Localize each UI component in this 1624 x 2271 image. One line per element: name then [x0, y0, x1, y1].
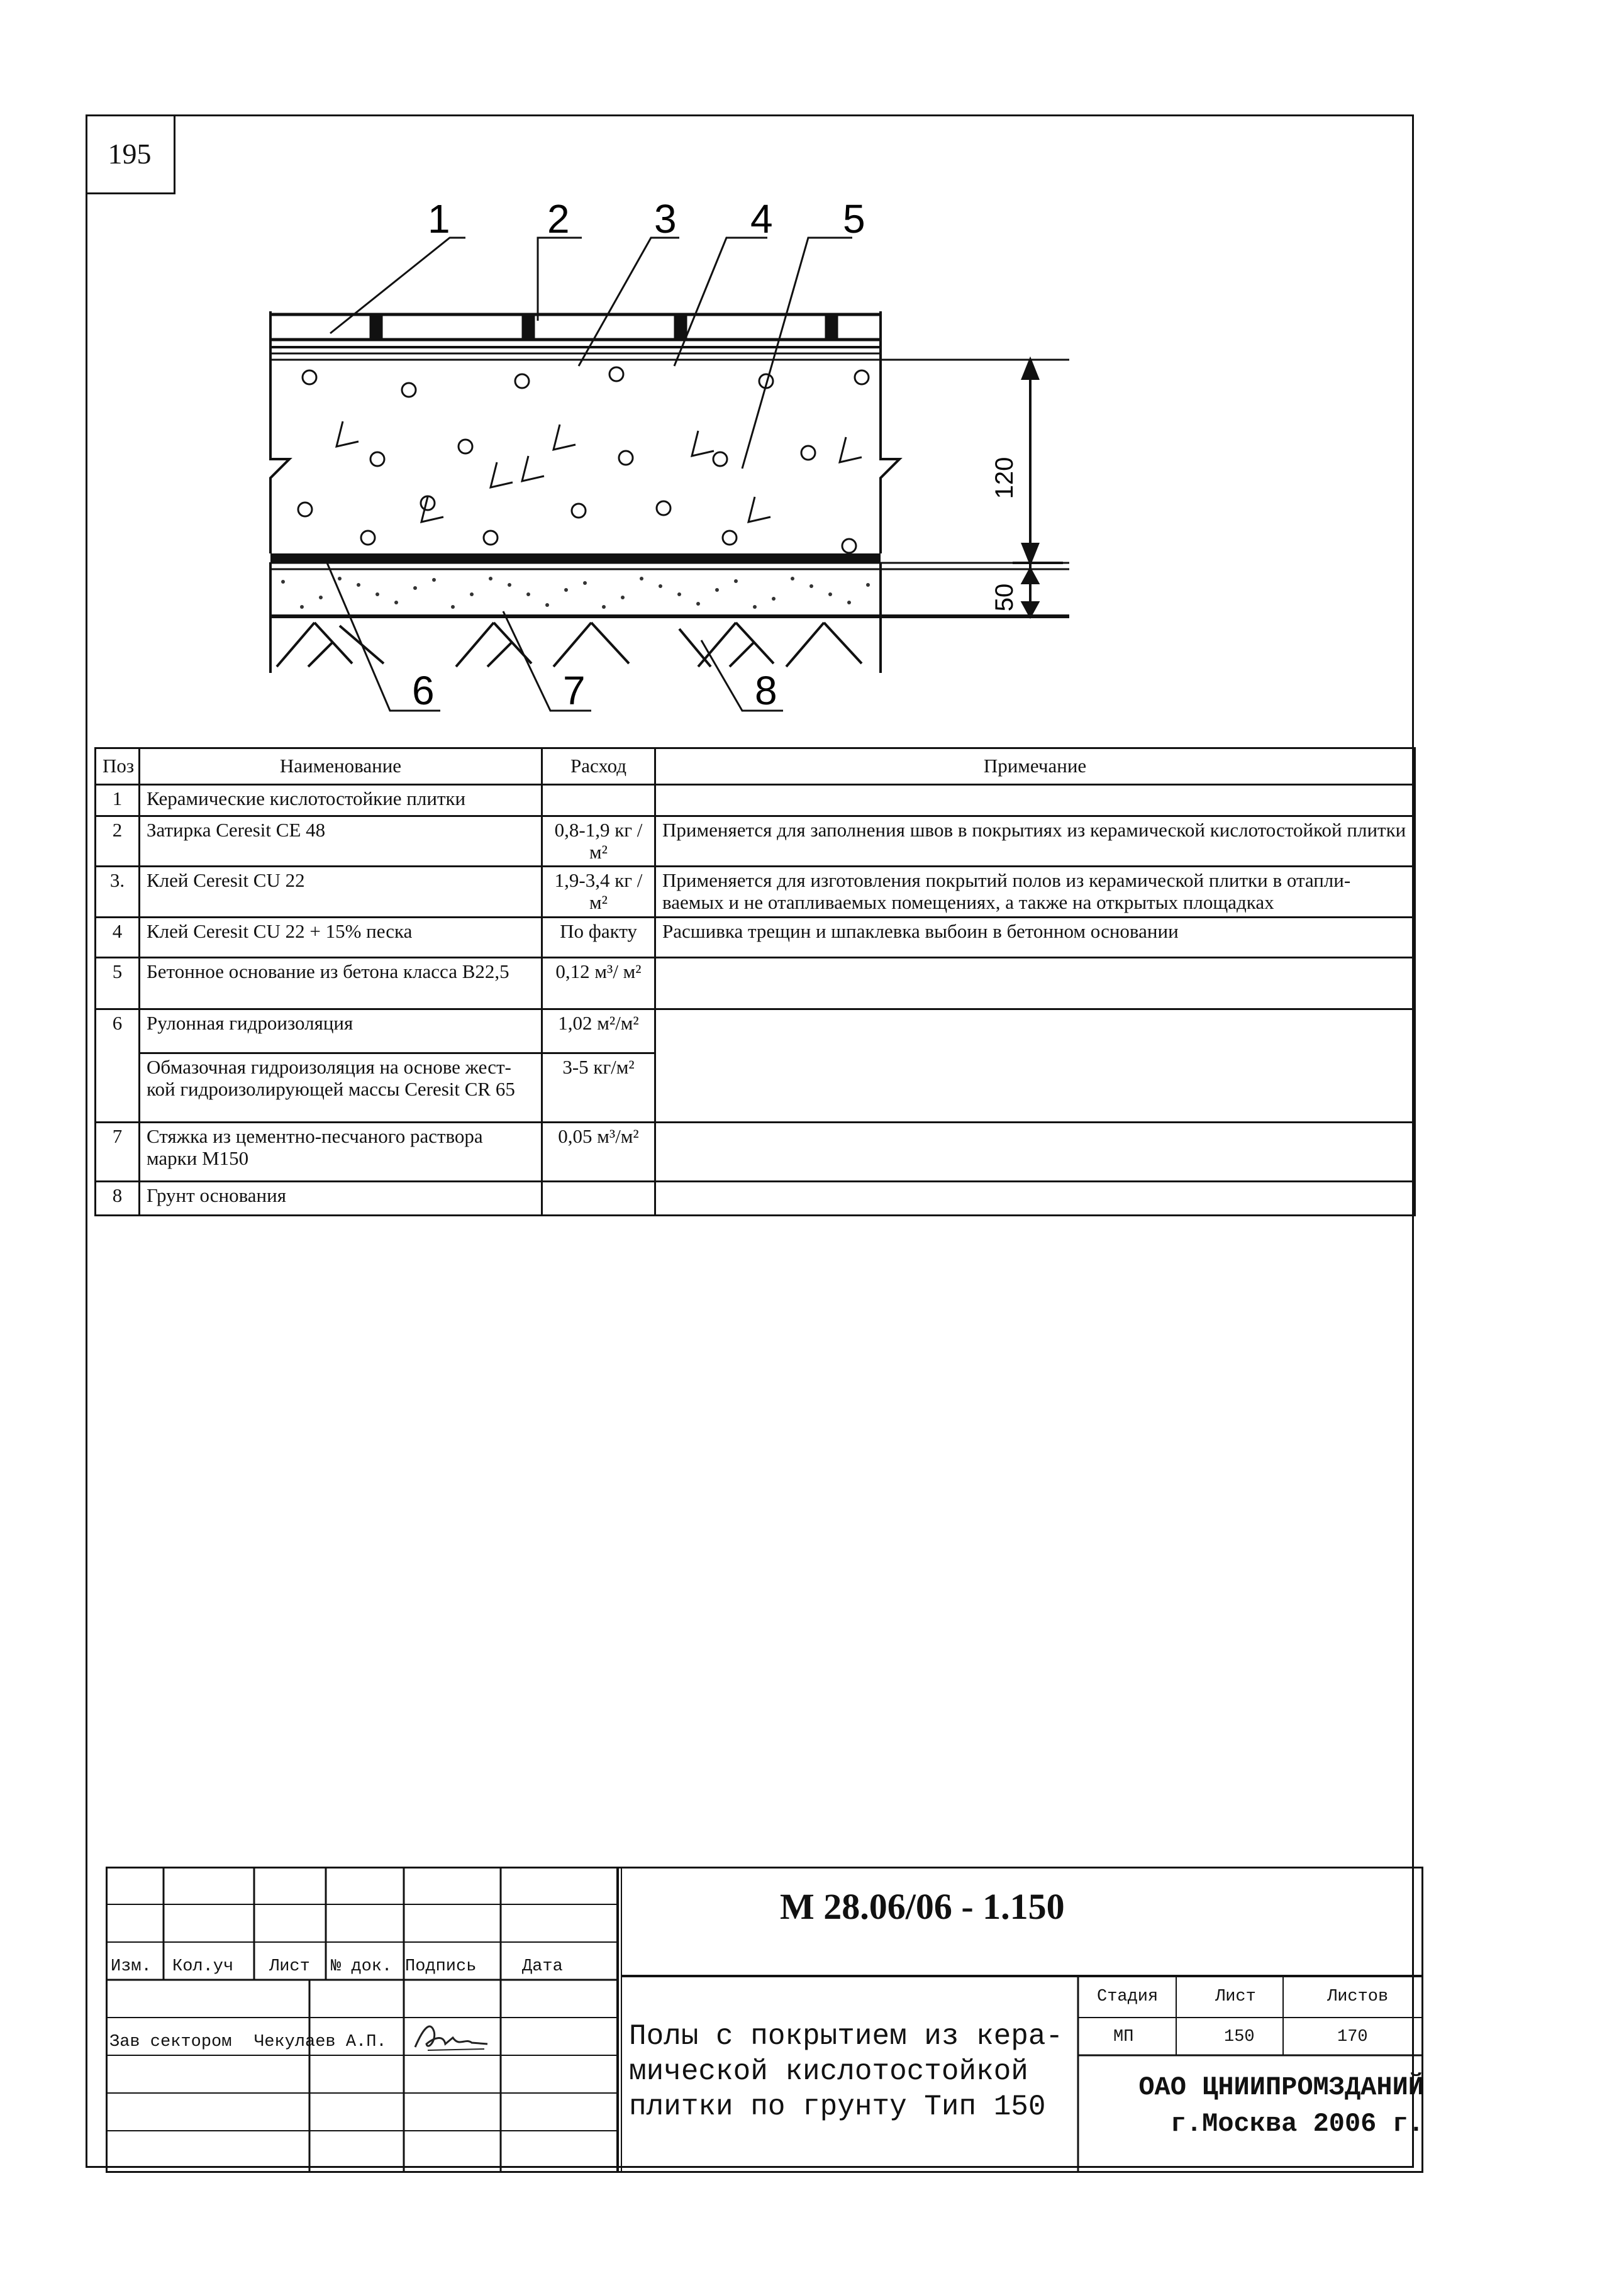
col-header-izm: Изм. — [111, 1957, 152, 1976]
row-consumption: 0,8-1,9 кг / м² — [542, 816, 655, 867]
row-pos: 6 — [96, 1009, 140, 1122]
row-name: Клей Ceresit CU 22 + 15% песка — [140, 917, 542, 957]
specification-table — [94, 747, 1416, 1216]
stage-value: МП — [1113, 2028, 1134, 2046]
dimension-50: 50 — [991, 583, 1018, 612]
row-consumption: 3-5 кг/м² — [542, 1053, 655, 1122]
document-code: М 28.06/06 - 1.150 — [780, 1886, 1065, 1927]
sheet-value: 150 — [1224, 2028, 1255, 2046]
row-note — [655, 785, 1415, 816]
table-row — [96, 785, 1415, 816]
header-note: Примечание — [655, 748, 1415, 785]
organization — [1079, 2069, 1424, 2142]
header-name: Наименование — [140, 748, 542, 785]
spec-header-row — [96, 748, 1415, 785]
callout-leaders — [327, 238, 852, 711]
row-consumption: 1,9-3,4 кг / м² — [542, 867, 655, 917]
row-consumption — [542, 785, 655, 816]
row-name: Бетонное основание из бетона класса В22,5 — [140, 957, 542, 1009]
row-note: Применяется для заполнения швов в покрытиях из керамической кислотостойкой плитки — [655, 816, 1415, 867]
row-pos: 5 — [96, 957, 140, 1009]
table-row — [96, 1181, 1415, 1215]
callout-6: 6 — [412, 668, 435, 713]
row-name: Грунт основания — [140, 1181, 542, 1215]
col-header-doc: № док. — [331, 1957, 392, 1976]
row-name: Обмазочная гидроизоляция на основе жест-кой гидроизолирующей массы Ceresit CR 65 — [140, 1053, 542, 1122]
row-note — [655, 957, 1415, 1009]
row-pos: 2 — [96, 816, 140, 867]
row-note — [655, 1122, 1415, 1181]
sheets-label: Листов — [1327, 1987, 1389, 2006]
callout-8: 8 — [755, 668, 777, 713]
callout-3: 3 — [654, 196, 677, 242]
row-consumption: 0,05 м³/м² — [542, 1122, 655, 1181]
callout-5: 5 — [843, 196, 865, 242]
row-name: Затирка Ceresit CE 48 — [140, 816, 542, 867]
row-name: Стяжка из цементно-песчаного раствора марки М150 — [140, 1122, 542, 1181]
col-header-list: Лист — [269, 1957, 310, 1976]
row-name: Рулонная гидроизоляция — [140, 1009, 542, 1053]
row-note — [655, 1181, 1415, 1215]
table-row — [96, 816, 1415, 867]
drawing-title — [629, 2019, 1063, 2124]
dimension-lines — [1013, 360, 1063, 616]
stage-label: Стадия — [1097, 1987, 1159, 2006]
col-header-sign: Подпись — [405, 1957, 477, 1976]
row-consumption: По факту — [542, 917, 655, 957]
row-pos: 8 — [96, 1181, 140, 1215]
callout-2: 2 — [547, 196, 570, 242]
role-label: Зав сектором — [109, 2033, 232, 2052]
signature — [409, 2019, 491, 2057]
callout-1: 1 — [428, 196, 450, 242]
sheet-label: Лист — [1215, 1987, 1256, 2006]
callout-4: 4 — [750, 196, 773, 242]
person-name: Чекулаев А.П. — [254, 2033, 387, 2052]
row-consumption: 0,12 м³/ м² — [542, 957, 655, 1009]
org-name: ОАО ЦНИИПРОМЗДАНИЙ — [1138, 2072, 1424, 2102]
row-consumption — [542, 1181, 655, 1215]
title-line-2: мической кислотостойкой — [629, 2055, 1028, 2088]
dimension-120: 120 — [991, 457, 1018, 499]
row-note — [655, 1009, 1415, 1122]
table-row — [96, 917, 1415, 957]
col-header-kol: Кол.уч — [172, 1957, 234, 1976]
table-row — [96, 1122, 1415, 1181]
floor-section-drawing — [239, 182, 1120, 748]
table-row — [96, 867, 1415, 917]
row-pos: 4 — [96, 917, 140, 957]
title-line-1: Полы с покрытием из кера- — [629, 2020, 1064, 2053]
row-pos: 7 — [96, 1122, 140, 1181]
row-pos: 1 — [96, 785, 140, 816]
concrete-slab — [270, 360, 1069, 563]
header-consumption: Расход — [542, 748, 655, 785]
sheets-value: 170 — [1337, 2028, 1368, 2046]
row-note: Применяется для изготовления покрытий полов из керамической плитки в отапли-ваемых и не отапливаемых помещениях, а также на открытых площадках — [655, 867, 1415, 917]
callout-7: 7 — [563, 668, 586, 713]
org-city-year: г.Москва 2006 г. — [1170, 2109, 1424, 2139]
title-line-3: плитки по грунту Тип 150 — [629, 2091, 1046, 2123]
waterproofing-layer — [270, 553, 881, 562]
table-row — [96, 957, 1415, 1009]
soil-hatch — [277, 623, 862, 667]
col-header-date: Дата — [522, 1957, 563, 1976]
header-pos: Поз — [96, 748, 140, 785]
screed-layer — [270, 562, 1069, 673]
row-pos: 3. — [96, 867, 140, 917]
row-name: Клей Ceresit CU 22 — [140, 867, 542, 917]
table-row — [96, 1009, 1415, 1053]
tile-layer — [270, 311, 1069, 371]
page-number: 195 — [86, 114, 175, 194]
row-note: Расшивка трещин и шпаклевка выбоин в бетонном основании — [655, 917, 1415, 957]
row-name: Керамические кислотостойкие плитки — [140, 785, 542, 816]
row-consumption: 1,02 м²/м² — [542, 1009, 655, 1053]
